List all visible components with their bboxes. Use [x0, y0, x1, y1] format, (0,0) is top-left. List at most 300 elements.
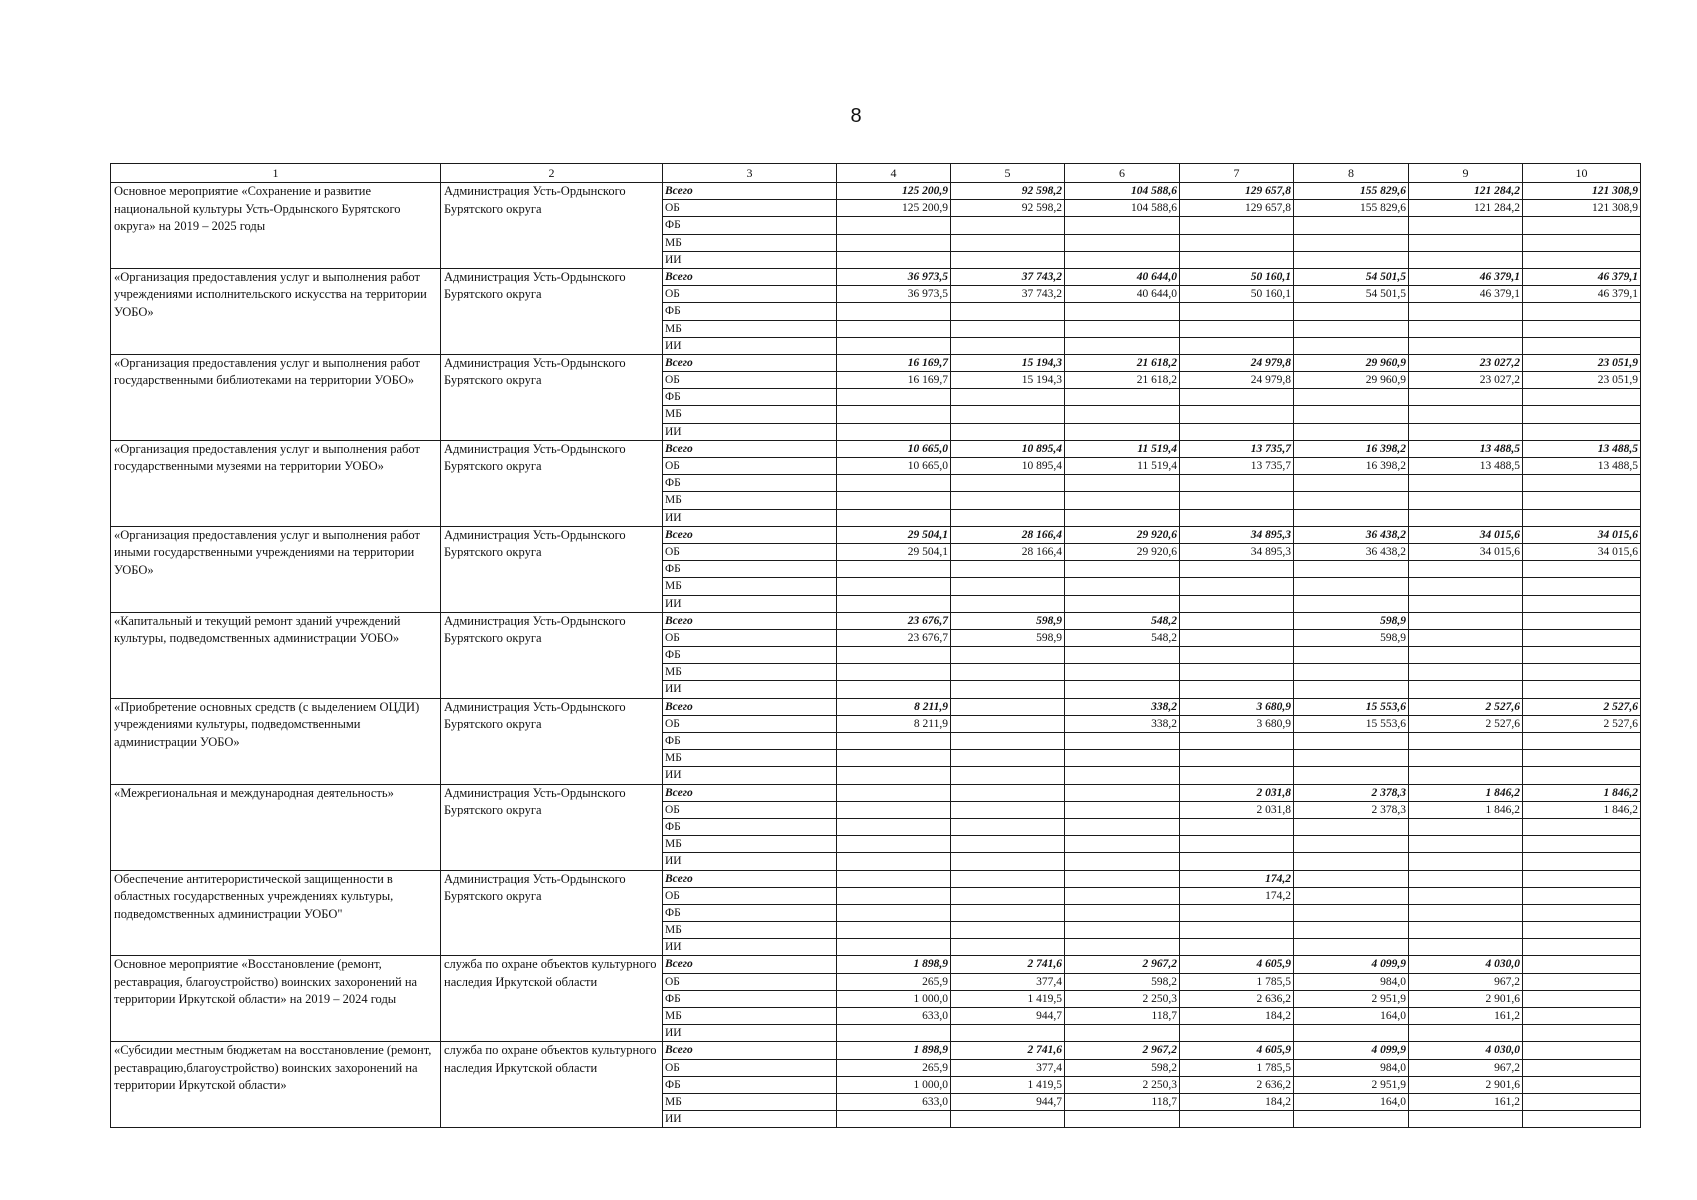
column-header: 10: [1523, 164, 1641, 183]
amount-cell: [1523, 251, 1641, 268]
funding-source: ФБ: [663, 904, 837, 921]
amount-cell: [1065, 303, 1180, 320]
activity-name: «Организация предоставления услуг и выполнения работ государственными библиотеками на территории УОБО»: [111, 354, 441, 440]
amount-cell: 1 898,9: [837, 1042, 951, 1059]
amount-cell: [1065, 801, 1180, 818]
amount-cell: [1409, 406, 1523, 423]
amount-cell: [951, 887, 1065, 904]
column-header: 9: [1409, 164, 1523, 183]
amount-cell: [1294, 303, 1409, 320]
amount-cell: [1523, 1076, 1641, 1093]
amount-cell: [1180, 612, 1294, 629]
amount-cell: [837, 423, 951, 440]
amount-cell: 174,2: [1180, 870, 1294, 887]
funding-source: ОБ: [663, 372, 837, 389]
amount-cell: [1523, 1111, 1641, 1128]
amount-cell: [1065, 423, 1180, 440]
amount-cell: 2 527,6: [1409, 715, 1523, 732]
amount-cell: 1 898,9: [837, 956, 951, 973]
amount-cell: [1065, 853, 1180, 870]
amount-cell: 2 901,6: [1409, 1076, 1523, 1093]
amount-cell: [837, 647, 951, 664]
amount-cell: 11 519,4: [1065, 458, 1180, 475]
amount-cell: [1409, 595, 1523, 612]
amount-cell: [951, 337, 1065, 354]
amount-cell: 92 598,2: [951, 200, 1065, 217]
funding-source: ФБ: [663, 647, 837, 664]
column-header: 1: [111, 164, 441, 183]
amount-cell: [837, 475, 951, 492]
amount-cell: [951, 595, 1065, 612]
amount-cell: [951, 818, 1065, 835]
amount-cell: [1180, 836, 1294, 853]
amount-cell: [837, 217, 951, 234]
amount-cell: [1065, 217, 1180, 234]
amount-cell: [1065, 595, 1180, 612]
responsible-executor: Администрация Усть-Ордынского Бурятского округа: [441, 612, 663, 698]
amount-cell: [1409, 664, 1523, 681]
amount-cell: [1065, 406, 1180, 423]
funding-source: ИИ: [663, 853, 837, 870]
amount-cell: 2 378,3: [1294, 784, 1409, 801]
amount-cell: 2 741,6: [951, 956, 1065, 973]
table-row: [111, 784, 1641, 801]
table-row: [111, 354, 1641, 371]
amount-cell: 338,2: [1065, 715, 1180, 732]
amount-cell: 29 504,1: [837, 543, 951, 560]
amount-cell: 34 895,3: [1180, 543, 1294, 560]
amount-cell: [951, 389, 1065, 406]
amount-cell: [1294, 681, 1409, 698]
amount-cell: 4 605,9: [1180, 956, 1294, 973]
amount-cell: [1065, 509, 1180, 526]
amount-cell: [837, 801, 951, 818]
amount-cell: [1523, 1059, 1641, 1076]
funding-source: ИИ: [663, 595, 837, 612]
amount-cell: 34 015,6: [1523, 526, 1641, 543]
amount-cell: [837, 303, 951, 320]
amount-cell: 10 895,4: [951, 440, 1065, 457]
amount-cell: [1180, 1111, 1294, 1128]
table-row: [111, 268, 1641, 285]
amount-cell: [1294, 561, 1409, 578]
amount-cell: [837, 664, 951, 681]
amount-cell: [1523, 887, 1641, 904]
amount-cell: [1523, 406, 1641, 423]
amount-cell: 46 379,1: [1523, 268, 1641, 285]
amount-cell: [1180, 578, 1294, 595]
amount-cell: [951, 475, 1065, 492]
amount-cell: [1180, 818, 1294, 835]
amount-cell: 3 680,9: [1180, 715, 1294, 732]
amount-cell: [1523, 492, 1641, 509]
amount-cell: [1065, 733, 1180, 750]
amount-cell: 10 665,0: [837, 458, 951, 475]
amount-cell: 1 846,2: [1409, 784, 1523, 801]
amount-cell: 15 194,3: [951, 372, 1065, 389]
amount-cell: 1 846,2: [1523, 784, 1641, 801]
amount-cell: [1523, 939, 1641, 956]
amount-cell: [1180, 750, 1294, 767]
responsible-executor: Администрация Усть-Ордынского Бурятского округа: [441, 268, 663, 354]
table-row: [111, 526, 1641, 543]
amount-cell: [951, 767, 1065, 784]
amount-cell: 2 527,6: [1409, 698, 1523, 715]
amount-cell: [1523, 733, 1641, 750]
amount-cell: 23 027,2: [1409, 372, 1523, 389]
amount-cell: [1294, 647, 1409, 664]
amount-cell: [1180, 664, 1294, 681]
amount-cell: 13 488,5: [1523, 458, 1641, 475]
amount-cell: [1180, 561, 1294, 578]
table-body: [111, 164, 1641, 1128]
funding-source: Всего: [663, 1042, 837, 1059]
amount-cell: 984,0: [1294, 973, 1409, 990]
amount-cell: 4 605,9: [1180, 1042, 1294, 1059]
amount-cell: 1 846,2: [1409, 801, 1523, 818]
amount-cell: 13 488,5: [1523, 440, 1641, 457]
amount-cell: [951, 784, 1065, 801]
amount-cell: 34 015,6: [1409, 543, 1523, 560]
amount-cell: [837, 939, 951, 956]
amount-cell: 92 598,2: [951, 183, 1065, 200]
funding-source: ФБ: [663, 818, 837, 835]
amount-cell: [1409, 887, 1523, 904]
amount-cell: [1294, 578, 1409, 595]
amount-cell: 1 419,5: [951, 990, 1065, 1007]
amount-cell: [951, 509, 1065, 526]
amount-cell: [1523, 217, 1641, 234]
amount-cell: [837, 561, 951, 578]
amount-cell: 34 015,6: [1409, 526, 1523, 543]
funding-source: Всего: [663, 268, 837, 285]
amount-cell: [1180, 1025, 1294, 1042]
amount-cell: [1065, 320, 1180, 337]
amount-cell: [951, 922, 1065, 939]
funding-source: Всего: [663, 956, 837, 973]
amount-cell: [951, 578, 1065, 595]
amount-cell: 633,0: [837, 1008, 951, 1025]
amount-cell: [1294, 492, 1409, 509]
amount-cell: 34 015,6: [1523, 543, 1641, 560]
amount-cell: [951, 836, 1065, 853]
amount-cell: [1294, 870, 1409, 887]
amount-cell: 121 284,2: [1409, 183, 1523, 200]
amount-cell: [1523, 767, 1641, 784]
table-header-row: [111, 164, 1641, 183]
funding-source: МБ: [663, 922, 837, 939]
amount-cell: [837, 389, 951, 406]
amount-cell: [1523, 870, 1641, 887]
amount-cell: [1409, 492, 1523, 509]
amount-cell: 265,9: [837, 1059, 951, 1076]
responsible-executor: Администрация Усть-Ордынского Бурятского округа: [441, 784, 663, 870]
funding-source: ФБ: [663, 217, 837, 234]
funding-source: ФБ: [663, 389, 837, 406]
funding-source: ОБ: [663, 715, 837, 732]
activity-name: «Организация предоставления услуг и выполнения работ учреждениями исполнительского искусства на территории УОБО»: [111, 268, 441, 354]
amount-cell: [1523, 1042, 1641, 1059]
table-row: [111, 183, 1641, 200]
funding-source: ОБ: [663, 458, 837, 475]
amount-cell: [1523, 853, 1641, 870]
amount-cell: 598,9: [951, 612, 1065, 629]
funding-source: ОБ: [663, 286, 837, 303]
amount-cell: [1523, 629, 1641, 646]
amount-cell: 598,2: [1065, 1059, 1180, 1076]
funding-source: ИИ: [663, 939, 837, 956]
amount-cell: [951, 423, 1065, 440]
amount-cell: [837, 750, 951, 767]
amount-cell: [1523, 836, 1641, 853]
amount-cell: [1065, 492, 1180, 509]
amount-cell: [837, 320, 951, 337]
amount-cell: 40 644,0: [1065, 268, 1180, 285]
amount-cell: [1409, 303, 1523, 320]
amount-cell: [951, 801, 1065, 818]
amount-cell: [1409, 939, 1523, 956]
amount-cell: [1294, 767, 1409, 784]
column-header: 8: [1294, 164, 1409, 183]
amount-cell: [1409, 217, 1523, 234]
responsible-executor: Администрация Усть-Ордынского Бурятского округа: [441, 526, 663, 612]
amount-cell: [1523, 750, 1641, 767]
amount-cell: [951, 715, 1065, 732]
amount-cell: [837, 818, 951, 835]
responsible-executor: Администрация Усть-Ордынского Бурятского округа: [441, 698, 663, 784]
amount-cell: 4 030,0: [1409, 956, 1523, 973]
amount-cell: 967,2: [1409, 1059, 1523, 1076]
amount-cell: 36 973,5: [837, 286, 951, 303]
amount-cell: 1 000,0: [837, 990, 951, 1007]
amount-cell: 28 166,4: [951, 526, 1065, 543]
amount-cell: [1409, 836, 1523, 853]
amount-cell: [1294, 320, 1409, 337]
amount-cell: [1409, 578, 1523, 595]
amount-cell: [1180, 733, 1294, 750]
amount-cell: 15 553,6: [1294, 715, 1409, 732]
amount-cell: 46 379,1: [1523, 286, 1641, 303]
amount-cell: [951, 870, 1065, 887]
amount-cell: 54 501,5: [1294, 268, 1409, 285]
amount-cell: [1294, 217, 1409, 234]
amount-cell: [1523, 337, 1641, 354]
amount-cell: [951, 406, 1065, 423]
amount-cell: 2 031,8: [1180, 801, 1294, 818]
amount-cell: 598,9: [1294, 629, 1409, 646]
amount-cell: [1523, 389, 1641, 406]
activity-name: «Организация предоставления услуг и выполнения работ иными государственными учреждениями на территории УОБО»: [111, 526, 441, 612]
amount-cell: [1523, 973, 1641, 990]
amount-cell: [1294, 595, 1409, 612]
funding-source: МБ: [663, 1008, 837, 1025]
amount-cell: [1294, 818, 1409, 835]
funding-source: МБ: [663, 492, 837, 509]
table-row: [111, 1042, 1641, 1059]
amount-cell: [1409, 1111, 1523, 1128]
amount-cell: [837, 836, 951, 853]
amount-cell: [1409, 750, 1523, 767]
amount-cell: [1523, 647, 1641, 664]
amount-cell: 23 027,2: [1409, 354, 1523, 371]
amount-cell: 377,4: [951, 973, 1065, 990]
amount-cell: 11 519,4: [1065, 440, 1180, 457]
amount-cell: [837, 595, 951, 612]
amount-cell: [1065, 767, 1180, 784]
amount-cell: [1065, 681, 1180, 698]
amount-cell: [1409, 922, 1523, 939]
amount-cell: 1 000,0: [837, 1076, 951, 1093]
amount-cell: [951, 303, 1065, 320]
amount-cell: [951, 647, 1065, 664]
amount-cell: [1294, 337, 1409, 354]
activity-name: «Межрегиональная и международная деятельность»: [111, 784, 441, 870]
amount-cell: [1409, 337, 1523, 354]
amount-cell: [837, 922, 951, 939]
amount-cell: [1180, 303, 1294, 320]
amount-cell: 1 419,5: [951, 1076, 1065, 1093]
amount-cell: [1065, 818, 1180, 835]
activity-name: Обеспечение антитерористической защищенности в областных государственных учреждениях культуры, подведомственных администрации УОБО": [111, 870, 441, 956]
amount-cell: 598,9: [951, 629, 1065, 646]
amount-cell: [1180, 320, 1294, 337]
funding-source: ФБ: [663, 733, 837, 750]
amount-cell: [1180, 853, 1294, 870]
amount-cell: [1294, 904, 1409, 921]
amount-cell: 118,7: [1065, 1093, 1180, 1110]
amount-cell: 23 676,7: [837, 629, 951, 646]
amount-cell: 13 488,5: [1409, 440, 1523, 457]
amount-cell: [1523, 681, 1641, 698]
activity-name: «Приобретение основных средств (с выделением ОЦДИ) учреждениями культуры, подведомственными администрации УОБО»: [111, 698, 441, 784]
amount-cell: [837, 784, 951, 801]
column-header: 3: [663, 164, 837, 183]
funding-source: ИИ: [663, 337, 837, 354]
amount-cell: [837, 234, 951, 251]
amount-cell: [951, 681, 1065, 698]
amount-cell: [1523, 303, 1641, 320]
page-number: 8: [850, 105, 862, 127]
amount-cell: [1180, 904, 1294, 921]
funding-source: ИИ: [663, 767, 837, 784]
amount-cell: 29 920,6: [1065, 526, 1180, 543]
amount-cell: [951, 750, 1065, 767]
amount-cell: [1409, 1025, 1523, 1042]
amount-cell: [1523, 320, 1641, 337]
activity-name: «Субсидии местным бюджетам на восстановление (ремонт, реставрацию,благоустройство) воинских захоронений на территории Иркутской области»: [111, 1042, 441, 1128]
amount-cell: [1523, 664, 1641, 681]
amount-cell: [1065, 1111, 1180, 1128]
amount-cell: [1294, 423, 1409, 440]
amount-cell: [1180, 595, 1294, 612]
funding-source: МБ: [663, 836, 837, 853]
amount-cell: 2 250,3: [1065, 990, 1180, 1007]
amount-cell: [951, 217, 1065, 234]
amount-cell: [837, 681, 951, 698]
amount-cell: [1180, 406, 1294, 423]
amount-cell: 121 308,9: [1523, 200, 1641, 217]
amount-cell: 155 829,6: [1294, 183, 1409, 200]
amount-cell: 29 504,1: [837, 526, 951, 543]
amount-cell: 50 160,1: [1180, 286, 1294, 303]
amount-cell: 377,4: [951, 1059, 1065, 1076]
amount-cell: 16 398,2: [1294, 458, 1409, 475]
amount-cell: [1294, 750, 1409, 767]
amount-cell: [837, 853, 951, 870]
amount-cell: 548,2: [1065, 629, 1180, 646]
funding-source: ФБ: [663, 1076, 837, 1093]
funding-source: МБ: [663, 234, 837, 251]
amount-cell: [1523, 561, 1641, 578]
amount-cell: [1523, 1025, 1641, 1042]
amount-cell: [1180, 389, 1294, 406]
amount-cell: 174,2: [1180, 887, 1294, 904]
amount-cell: [1409, 629, 1523, 646]
amount-cell: [1409, 509, 1523, 526]
funding-source: МБ: [663, 578, 837, 595]
amount-cell: [1294, 389, 1409, 406]
amount-cell: [1294, 922, 1409, 939]
amount-cell: [1409, 251, 1523, 268]
amount-cell: 16 169,7: [837, 372, 951, 389]
amount-cell: 2 951,9: [1294, 990, 1409, 1007]
funding-source: ОБ: [663, 973, 837, 990]
responsible-executor: Администрация Усть-Ордынского Бурятского округа: [441, 354, 663, 440]
amount-cell: 164,0: [1294, 1008, 1409, 1025]
amount-cell: 23 051,9: [1523, 372, 1641, 389]
amount-cell: 2 741,6: [951, 1042, 1065, 1059]
amount-cell: [1294, 939, 1409, 956]
amount-cell: [1180, 251, 1294, 268]
amount-cell: [1409, 870, 1523, 887]
funding-source: ИИ: [663, 1025, 837, 1042]
amount-cell: [1409, 733, 1523, 750]
amount-cell: [951, 853, 1065, 870]
amount-cell: [1409, 320, 1523, 337]
amount-cell: [1409, 423, 1523, 440]
amount-cell: [1523, 234, 1641, 251]
amount-cell: 13 488,5: [1409, 458, 1523, 475]
amount-cell: [1180, 939, 1294, 956]
amount-cell: 16 169,7: [837, 354, 951, 371]
amount-cell: 13 735,7: [1180, 440, 1294, 457]
amount-cell: 23 051,9: [1523, 354, 1641, 371]
amount-cell: 21 618,2: [1065, 372, 1180, 389]
amount-cell: [951, 733, 1065, 750]
amount-cell: 118,7: [1065, 1008, 1180, 1025]
amount-cell: [1065, 561, 1180, 578]
funding-source: МБ: [663, 664, 837, 681]
amount-cell: 15 553,6: [1294, 698, 1409, 715]
responsible-executor: Администрация Усть-Ордынского Бурятского округа: [441, 870, 663, 956]
amount-cell: 34 895,3: [1180, 526, 1294, 543]
amount-cell: [1294, 664, 1409, 681]
funding-source: ОБ: [663, 543, 837, 560]
amount-cell: [1065, 750, 1180, 767]
amount-cell: 10 895,4: [951, 458, 1065, 475]
amount-cell: [1294, 475, 1409, 492]
amount-cell: [1180, 423, 1294, 440]
amount-cell: 944,7: [951, 1093, 1065, 1110]
amount-cell: [951, 320, 1065, 337]
amount-cell: 37 743,2: [951, 268, 1065, 285]
amount-cell: 46 379,1: [1409, 268, 1523, 285]
column-header: 5: [951, 164, 1065, 183]
budget-table: [110, 163, 1641, 1128]
amount-cell: 2 527,6: [1523, 715, 1641, 732]
amount-cell: [1065, 1025, 1180, 1042]
amount-cell: [837, 1111, 951, 1128]
